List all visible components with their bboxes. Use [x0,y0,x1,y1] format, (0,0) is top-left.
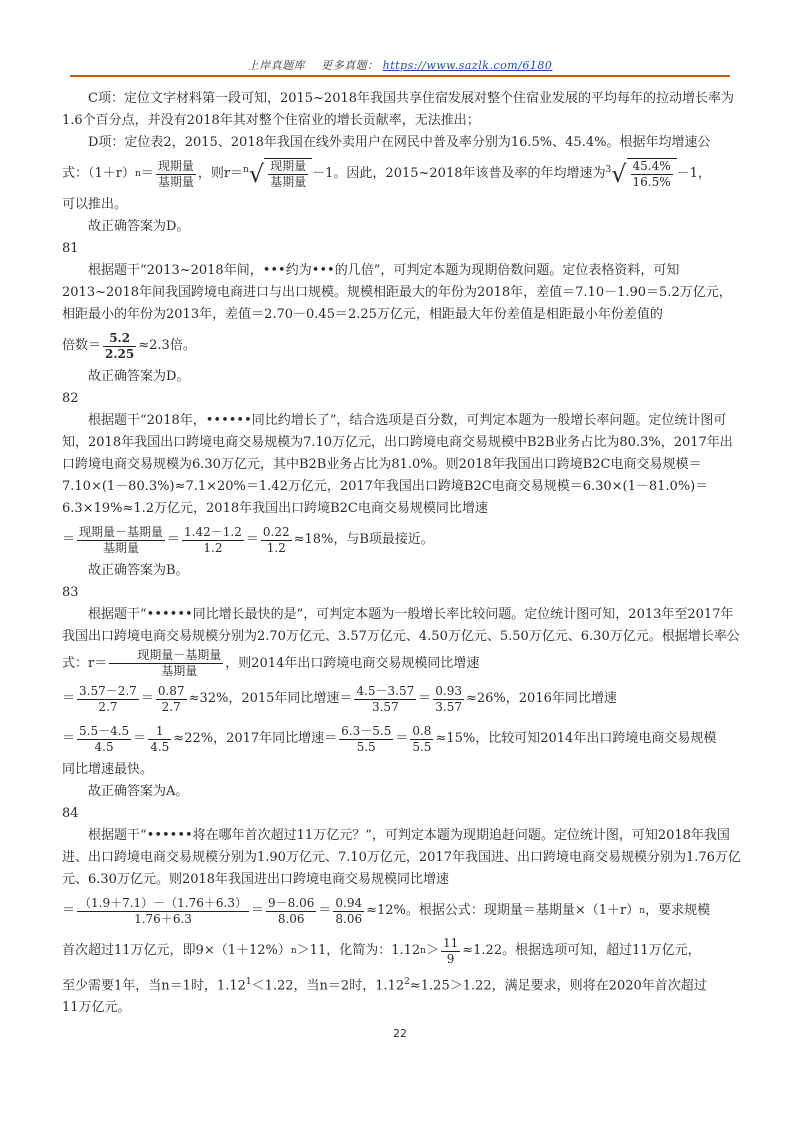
fraction-denominator: 16.5% [632,175,671,189]
formula-text: ，则2014年出口跨境电商交易规模同比增速 [225,656,480,671]
formula-text: ≈15%，比较可知2014年出口跨境电商交易规模 [435,731,717,746]
fraction-numerator: 3.57－2.7 [79,683,137,698]
formula-exp: n [639,906,646,916]
fraction [433,684,464,715]
fraction-numerator: 0.22 [262,524,290,539]
fraction-numerator: 现期量－基期量 [109,648,223,664]
fraction-numerator: 现期量 [157,158,194,173]
formula-text: －1， [676,166,711,181]
header-label: 更多真题： [321,59,379,72]
formula-eq: ＝ [167,532,181,547]
fraction-denominator: 基期量 [161,664,198,678]
formula-text: －1。因此，2015~2018年该普及率的年均增速为 [312,166,606,181]
radical-sign-icon: √ [611,160,627,188]
fraction [156,159,196,190]
formula-text: r＝ [88,656,108,671]
fraction-numerator: 0.8 [412,723,432,738]
fraction [103,331,136,362]
document-body [62,88,742,1019]
fraction-denominator: 1.2 [266,540,286,555]
fraction-denominator: 4.5 [94,739,114,754]
fraction-numerator: 5.5－4.5 [79,723,130,738]
fraction [156,684,187,715]
fraction-denominator: 5.5 [356,739,376,754]
option-d-formula [62,154,742,194]
fraction-denominator: 8.06 [335,911,363,926]
formula-text: ，则r＝ [197,166,244,181]
fraction-numerator: 5.2 [103,331,136,347]
formula-eq: ＝ [62,731,76,746]
formula-text: ＞ [425,943,439,958]
answer-line: 故正确答案为D。 [88,219,190,234]
q83-text: 根据题干“••••••同比增长最快的是”，可判定本题为一般增长率比较问题。定位统计图可知，2013年至2017年我国出口跨境电商交易规模分别为2.70万亿元、3.57万亿元、4.50万亿元、5.50万亿元、6.30万亿元。根据增长率公式： [62,607,740,671]
fraction-denominator: 基期量 [270,175,307,189]
answer-line: 故正确答案为B。 [88,563,189,578]
fraction-denominator: 基期量 [157,174,194,189]
formula-eq: ＝ [418,691,432,706]
fraction-denominator: 1.76＋6.3 [134,911,192,926]
fraction [182,525,244,556]
formula-text: ＜1.22，当n＝2时，1.12 [251,978,405,994]
formula-text: ＞11，化简为：1.12 [296,943,421,958]
fraction-denominator: 2.7 [161,699,181,714]
fraction-numerator: 45.4% [632,159,671,173]
formula-text: ，要求规模 [645,903,711,918]
fraction-numerator: 1 [148,724,171,740]
formula-text: ≈18%，与B项最接近。 [293,532,434,547]
fraction-numerator: 6.3－5.5 [341,723,392,738]
fraction-numerator: 0.93 [435,683,462,698]
formula-eq: ＝ [251,903,265,918]
root-index: n [243,165,249,176]
q83-paragraph [62,604,742,679]
fraction-numerator: 9－8.06 [268,895,315,910]
fraction [410,724,433,755]
page-header [0,57,800,73]
formula-eq: ＝ [245,532,259,547]
fraction-numerator: 1.42－1.2 [184,524,242,539]
formula-eq: ＝ [140,166,154,181]
fraction [109,648,223,679]
q83-formula-line-2 [62,719,742,759]
formula-text: 首次超过11万亿元，即9×（1＋12%） [62,943,291,958]
fraction [77,684,139,715]
page-number: 22 [393,1027,407,1040]
fraction-denominator: 2.25 [105,346,135,361]
formula-eq: ＝ [133,731,147,746]
formula-eq: ＝ [140,691,154,706]
fraction [77,525,165,556]
fraction [77,724,131,755]
radical-sign-icon: √ [248,160,265,188]
site-name: 上岸真题库 [247,59,306,72]
q84-formula-line-1 [62,891,742,931]
fraction-numerator: 0.87 [157,683,185,698]
root-index: 3 [605,165,612,176]
fraction [441,936,460,967]
formula-text: ≈32%，2015年同比增速＝ [188,691,353,706]
answer-line: 故正确答案为A。 [88,784,189,799]
q84-line-4: 11万亿元。 [62,1000,131,1016]
q83-tail: 同比增速最快。 [62,762,154,777]
fraction [354,684,416,715]
cube-root [606,158,677,190]
fraction-denominator: 3.57 [435,699,462,714]
formula-text: ≈2.3倍。 [138,338,196,353]
formula-text: ≈1.25＞1.22，满足要求，则将在2020年首次超过 [409,978,707,994]
question-number: 84 [62,806,79,821]
formula-text: ≈12%。根据公式：现期量＝基期量×（1＋r） [366,903,640,918]
formula-text: 至少需要1年，当n＝1时，1.12 [62,978,246,994]
q84-formula-line-2 [62,931,742,971]
fraction-denominator: 4.5 [150,739,170,754]
fraction-numerator: 现期量 [270,159,307,173]
fraction-denominator: 8.06 [277,911,305,926]
fraction [339,724,393,755]
formula-eq: ＝ [62,532,76,547]
fraction-numerator: 4.5－3.57 [356,683,415,698]
formula-text: ≈1.22。根据选项可知，超过11万亿元， [462,943,701,958]
formula-exp: 2 [404,977,410,987]
fraction-denominator: 1.2 [203,540,223,555]
option-c-paragraph: C项：定位文字材料第一段可知，2015~2018年我国共享住宿发展对整个住宿业发展的平均每年的拉动增长率为1.6个百分点，并没有2018年其对整个住宿业的增长贡献率，无法推出； [62,91,735,128]
q81-paragraph: 根据题干“2013~2018年间，•••约为•••的几倍”，可判定本题为现期倍数问题。定位表格资料，可知2013~2018年间我国跨境电商进口与出口规模。规模相距最大的年份为2018年，差值＝7.10－1.90＝5.2万亿元，相距最小的年份为2013年，差值＝2.70－0.45＝2.25万亿元，相距最大年份差值是相距最小年份差值的 [62,263,732,322]
formula-eq: ＝ [62,691,76,706]
formula-exp: 1 [245,977,252,987]
fraction-numerator: 11 [442,935,459,950]
fraction-denominator: 3.57 [371,699,399,714]
fraction [148,724,171,755]
option-d-text: D项：定位表2，2015、2018年我国在线外卖用户在网民中普及率分别为16.5%、45.4%。根据年均增速公 [88,135,711,150]
formula-eq: ＝ [62,903,76,918]
q84-line-3 [62,971,742,997]
fraction [77,896,249,927]
q82-paragraph: 根据题干“2018年，••••••同比约增长了”，结合选项是百分数，可判定本题为一般增长率问题。定位统计图可知，2018年我国出口跨境电商交易规模为7.10万亿元，出口跨境电商交易规模中B2B业务占比为80.3%，2017年出口跨境电商交易规模为6.30万亿元，其中B2B业务占比为81.0%。则2018年我国出口跨境B2C电商交易规模＝7.10×(1－80.3%)≈7.1×20%＝1.42万亿元，2017年我国出口跨境B2C电商交易规模＝6.30×(1－81.0%)＝6.3×19%≈1.2万亿元，2018年我国出口跨境B2C电商交易规模同比增速 [62,413,733,516]
formula-text: ≈26%，2016年同比增速 [465,691,617,706]
question-number: 81 [62,241,79,256]
formula-text: 倍数＝ [62,338,102,353]
formula-eq: ＝ [395,731,409,746]
answer-line: 故正确答案为D。 [88,369,190,384]
fraction-numerator: （1.9＋7.1）－（1.76＋6.3） [79,895,247,910]
q81-formula [62,326,742,366]
fraction [333,896,364,927]
fraction-denominator: 9 [446,951,455,966]
formula-eq: ＝ [318,903,332,918]
fraction-numerator: 现期量－基期量 [79,524,164,539]
fraction-denominator: 5.5 [412,739,432,754]
fraction [266,896,316,927]
fraction [268,159,308,190]
formula-exp: n [420,946,426,956]
q82-formula [62,520,742,560]
fraction-denominator: 2.7 [98,699,118,714]
q83-formula-line-1 [62,679,742,719]
formula-exp: n [135,169,141,179]
formula-text: ≈22%，2017年同比增速＝ [173,731,338,746]
fraction [631,159,673,190]
formula-lhs: 式：（1＋r） [62,166,135,181]
fraction-numerator: 0.94 [335,895,363,910]
header-rule [70,75,730,77]
question-number: 82 [62,391,79,406]
header-link[interactable]: https://www.sazlk.com/6180 [382,59,553,72]
formula-exp: n [290,946,297,956]
fraction-denominator: 基期量 [103,540,140,555]
question-number: 83 [62,585,79,600]
q84-paragraph: 根据题干“••••••将在哪年首次超过11万亿元？”，可判定本题为现期追赶问题。定位统计图，可知2018年我国进、出口跨境电商交易规模分别为1.90万亿元、7.10万亿元，2017年我国进、出口跨境电商交易规模分别为1.76万亿元、6.30万亿元。则2018年我国进出口跨境电商交易规模同比增速 [62,828,741,887]
fraction [261,525,292,556]
nth-root [243,158,312,190]
option-d-conclusion: 可以推出。 [62,197,128,212]
